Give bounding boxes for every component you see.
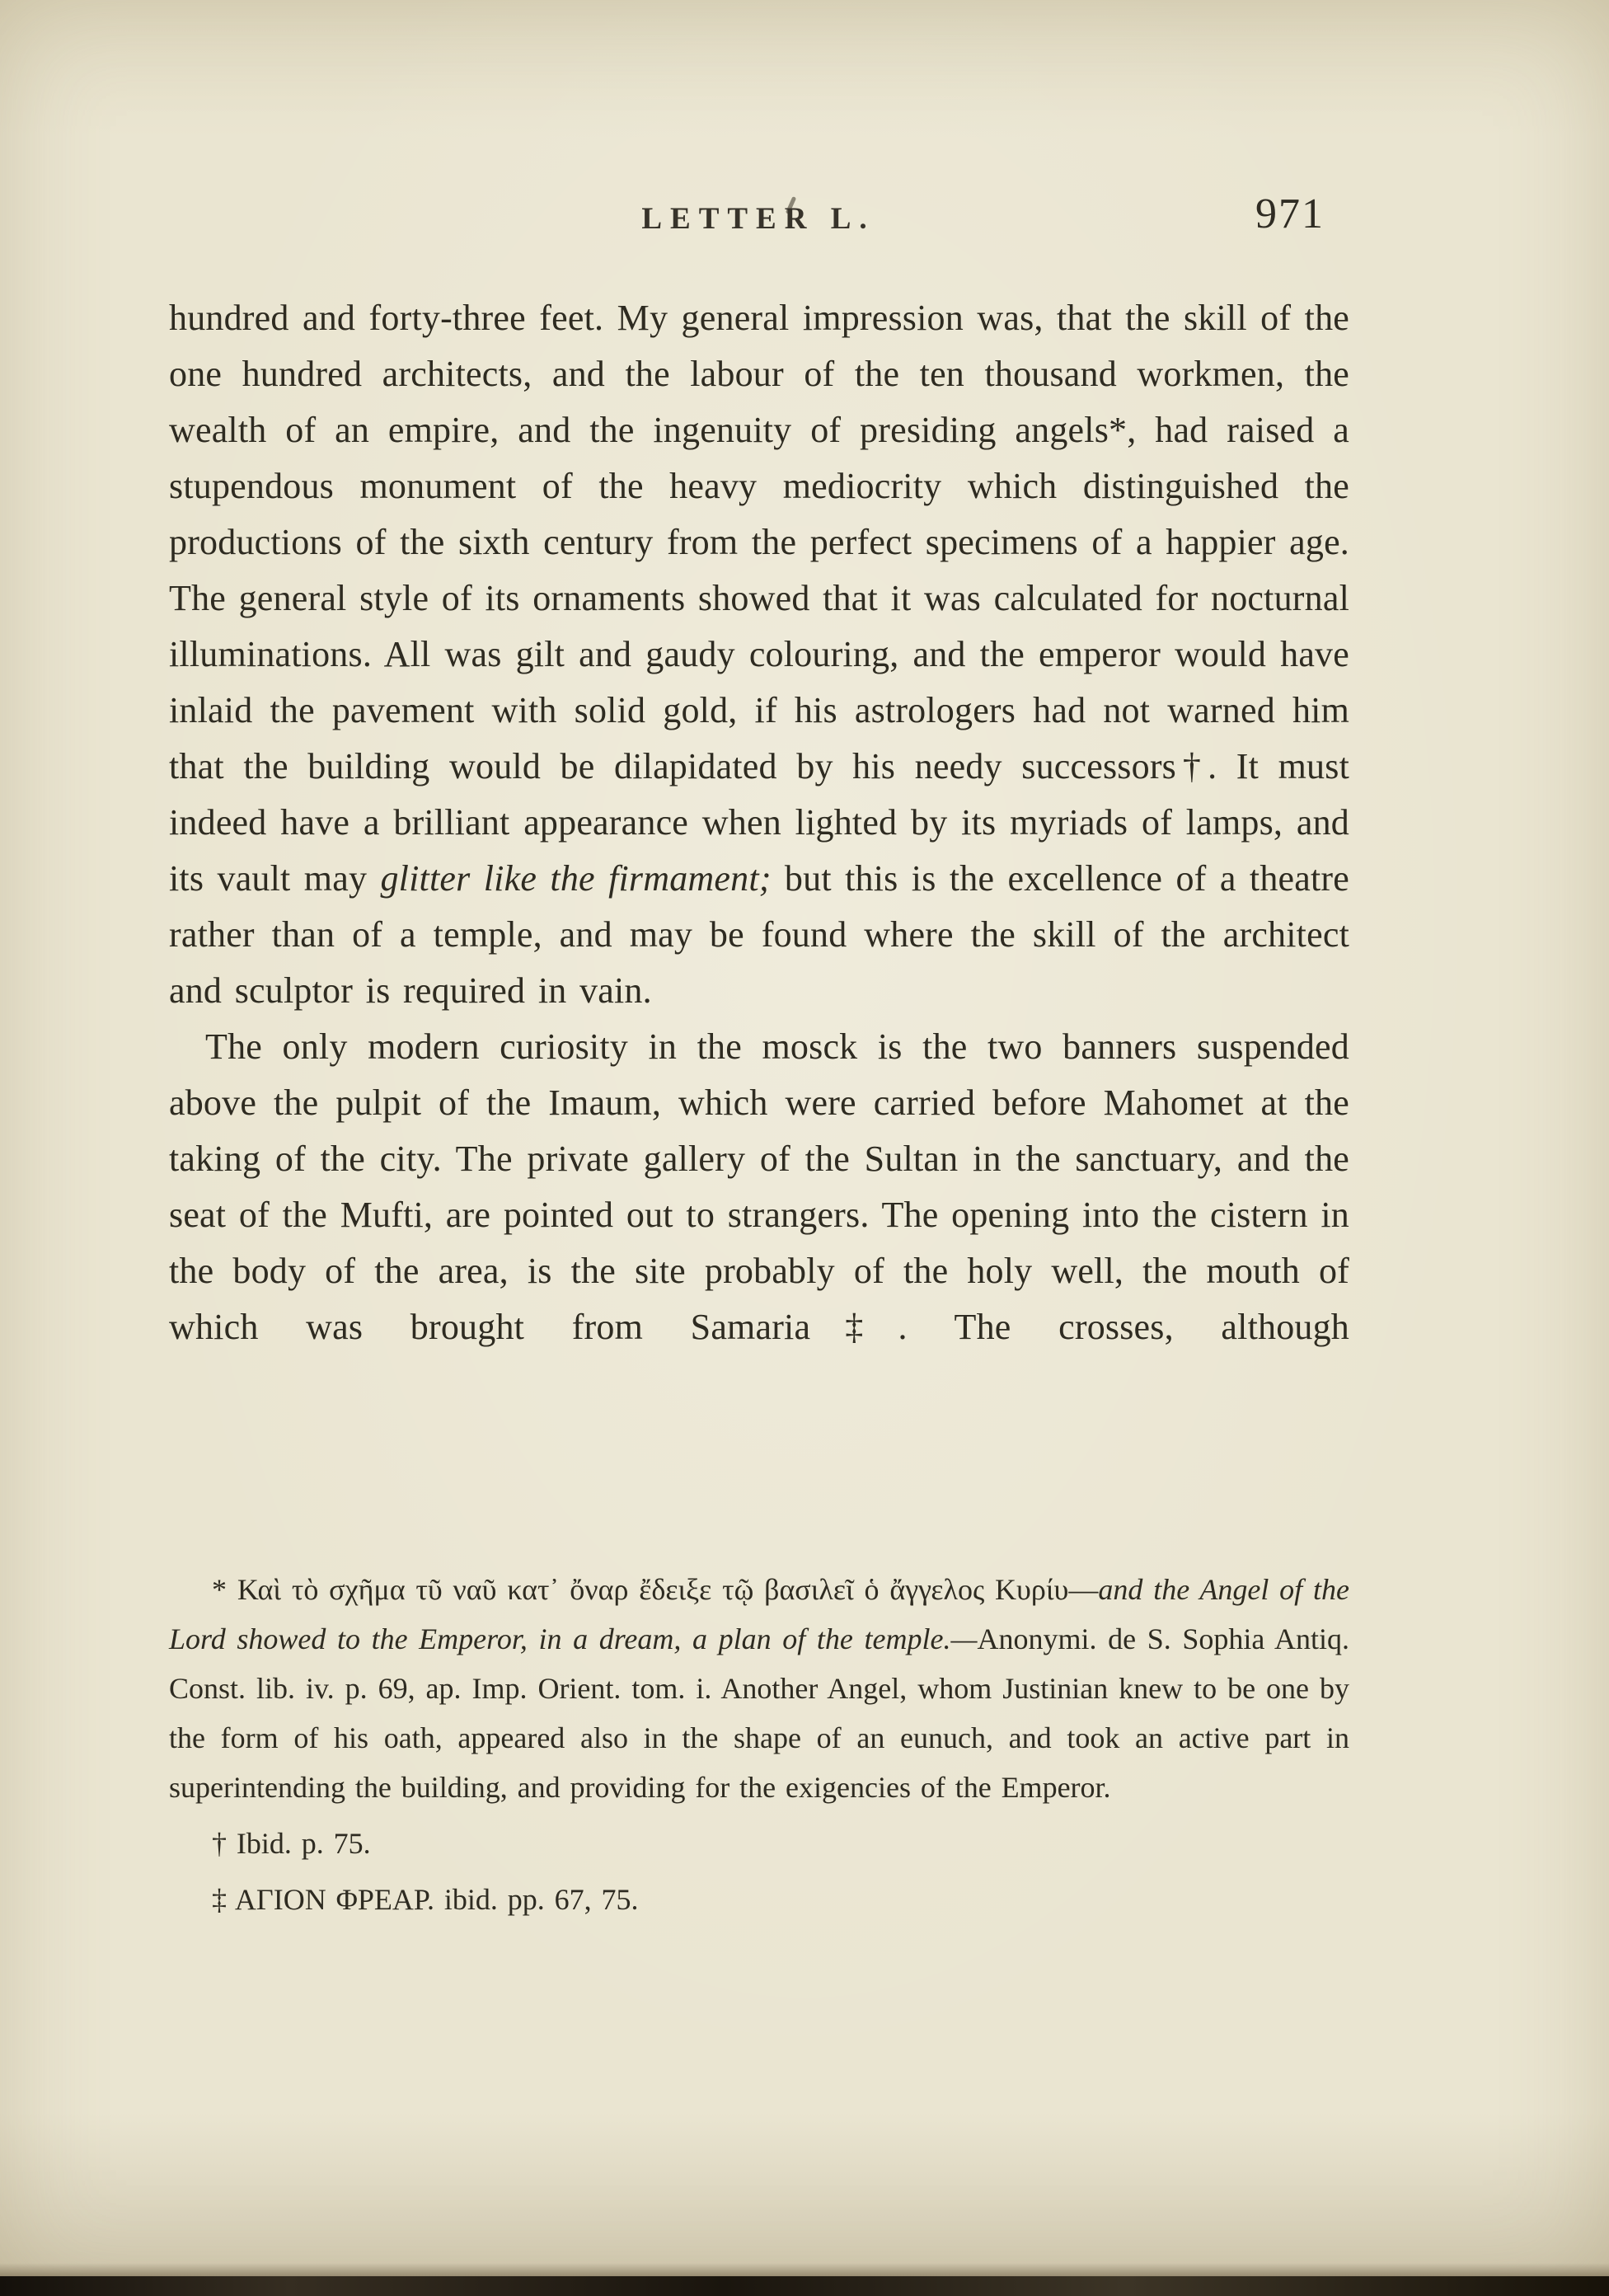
- page-edge-shading: [0, 2263, 1609, 2276]
- page-edge-shadow: [0, 2276, 1609, 2296]
- italic-text-segment: and the Angel of the Lord showed to the Emperor, in a dream, a plan of the temple.—: [169, 1573, 1349, 1655]
- text-segment: hundred and forty-three feet. My general impression was, that the skill of the one hundred architects, and the labour of the ten thousand workmen, the wealth of an empire, and the ingenuity of presiding angels*, had raised a stupendous monument of the heavy mediocrity which distinguished the productions of the sixth century from the perfect specimens of a happier age. The general style of its ornaments showed that it was calculated for nocturnal illuminations. All was gilt and gaudy colouring, and the emperor would have inlaid the pavement with solid gold, if his astrologers had not warned him that the building would be dilapidated by his needy successors†. It must indeed have a brilliant appearance when lighted by its myriads of lamps, and its vault may: [169, 298, 1349, 899]
- text-segment: † Ibid. p. 75.: [212, 1827, 371, 1860]
- text-segment: but this is the excellence of a theatre rather than of a temple, and may be found where the skill of the architect and sculptor is required in vain.: [169, 858, 1349, 1011]
- text-segment: Anonymi. de S. Sophia Antiq. Const. lib. iv. p. 69, ap. Imp. Orient. tom. i. Another Angel, whom Justinian knew to be one by the form of his oath, appeared also in the shape of an eunuch, and took an active part in superintending the building, and providing for the exigencies of the Emperor.: [169, 1622, 1349, 1804]
- page-number: 971: [1255, 190, 1325, 237]
- footnotes: [169, 1565, 1349, 1931]
- footnote: [169, 1565, 1349, 1812]
- footnote: [169, 1875, 1349, 1924]
- paragraph: [169, 1019, 1349, 1355]
- paragraph: [169, 290, 1349, 1019]
- body-text: [169, 290, 1349, 1355]
- footnote: [169, 1819, 1349, 1868]
- page-header: [169, 190, 1348, 237]
- running-head: LETTER L.: [641, 202, 875, 236]
- italic-text-segment: glitter like the firmament;: [380, 858, 772, 899]
- text-segment: * Καὶ τὸ σχῆμα τῦ ναῦ κατ᾽ ὄναρ ἔδειξε τῷ βασιλεῖ ὁ ἄγγελος Κυρίυ—: [212, 1573, 1099, 1606]
- text-segment: The only modern curiosity in the mosck is the two banners suspended above the pulpit of the Imaum, which were carried before Mahomet at the taking of the city. The private gallery of the Sultan in the sanctuary, and the seat of the Mufti, are pointed out to strangers. The opening into the cistern in the body of the area, is the site probably of the holy well, the mouth of which was brought from Samaria‡. The crosses, although: [169, 1026, 1349, 1347]
- text-segment: ‡ ΑΓΙΟΝ ΦΡΕΑΡ. ibid. pp. 67, 75.: [212, 1883, 639, 1916]
